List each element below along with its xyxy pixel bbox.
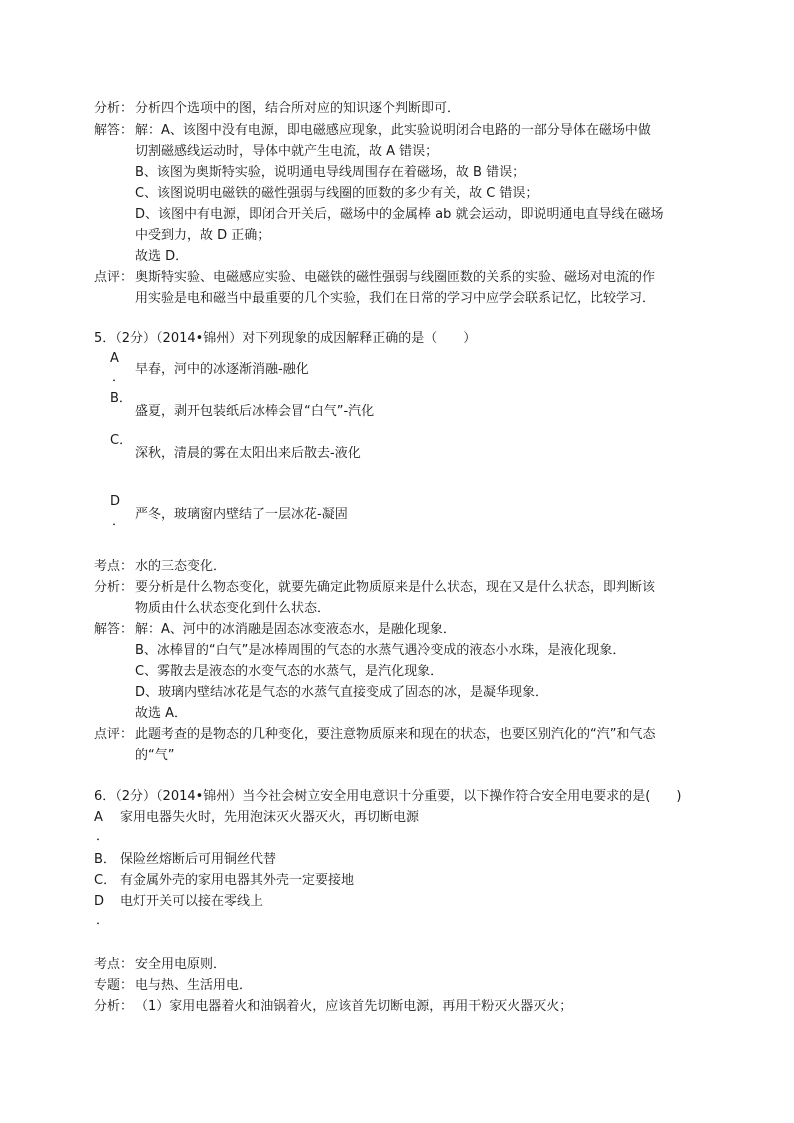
q5-solution-line: 解：A、河中的冰消融是固态冰变液态水，是融化现象． <box>135 622 456 637</box>
q6-option-c-text: 有金属外壳的家用电器其外壳一定要接地 <box>120 873 355 888</box>
solution-line: B、该图为奥斯特实验，说明通电导线周围存在着磁场，故 B 错误； <box>135 165 526 180</box>
q5-option-d-dot: ． <box>112 514 126 529</box>
q5-solution-label: 解答： <box>94 622 134 637</box>
q5-analysis-label: 分析： <box>94 580 134 595</box>
q5-option-d-text: 严冬，玻璃窗内壁结了一层冰花-凝固 <box>135 507 348 522</box>
q5-option-c-letter: C． <box>110 433 133 448</box>
q6-option-d-dot: ． <box>96 913 110 928</box>
q5-option-a-letter: A <box>110 351 119 366</box>
q6-option-c-letter: C． <box>94 873 117 888</box>
solution-line: D、该图中有电源，即闭合开关后，磁场中的金属棒 ab 就会运动，即说明通电直导线在磁场 <box>135 207 664 222</box>
solution-line: 切割磁感线运动时，导体中就产生电流，故 A 错误； <box>135 144 439 159</box>
q5-option-d-letter: D <box>110 494 121 509</box>
q5-option-a-text: 早春，河中的冰逐渐消融-融化 <box>135 362 309 377</box>
q6-option-b-letter: B． <box>94 852 116 867</box>
q5-analysis-line: 物质由什么状态变化到什么状态． <box>135 601 331 616</box>
solution-line: 故选 D． <box>135 249 189 264</box>
analysis-label: 分析： <box>94 101 134 116</box>
q6-analysis-line: （1）家用电器着火和油锅着火，应该首先切断电源，再用干粉灭火器灭火； <box>135 999 573 1014</box>
comment-line: 用实验是电和磁当中最重要的几个实验，我们在日常的学习中应学会联系记忆，比较学习． <box>135 291 656 306</box>
q5-solution-line: 故选 A． <box>135 706 188 721</box>
q5-comment-line: 的“气” <box>135 748 175 763</box>
q6-analysis-label: 分析： <box>94 999 134 1014</box>
q5-solution-line: B、冰棒冒的“白气”是冰棒周围的气态的水蒸气遇冷变成的液态小水珠，是液化现象． <box>135 643 626 658</box>
solution-line: C、该图说明电磁铁的磁性强弱与线圈的匝数的多少有关，故 C 错误； <box>135 186 539 201</box>
q5-option-a-dot: ． <box>112 370 126 385</box>
q6-option-d-text: 电灯开关可以接在零线上 <box>120 894 264 909</box>
q6-option-a-letter: A <box>94 810 103 825</box>
comment-label: 点评： <box>94 270 134 285</box>
q5-analysis-line: 要分析是什么物态变化，就要先确定此物质原来是什么状态，现在又是什么状态，即判断该 <box>135 580 656 595</box>
q5-option-b-text: 盛夏，剥开包装纸后冰棒会冒“白气”-汽化 <box>135 404 375 419</box>
question-5-stem: 5．（2分）（2014•锦州）对下列现象的成因解释正确的是（ ） <box>94 331 477 346</box>
q6-option-a-dot: ． <box>96 829 110 844</box>
solution-line: 中受到力，故 D 正确； <box>135 228 271 243</box>
comment-line: 奥斯特实验、电磁感应实验、电磁铁的磁性强弱与线圈匝数的关系的实验、磁场对电流的作 <box>135 270 656 285</box>
q6-topic-text: 电与热、生活用电． <box>135 978 253 993</box>
solution-label: 解答： <box>94 123 134 138</box>
q5-key-point-label: 考点： <box>94 559 134 574</box>
q6-option-a-text: 家用电器失火时，先用泡沫灭火器灭火，再切断电源 <box>120 810 420 825</box>
q5-comment-line: 此题考查的是物态的几种变化，要注意物质原来和现在的状态，也要区别汽化的“汽”和气态 <box>135 727 656 742</box>
solution-line: 解：A、该图中没有电源，即电磁感应现象，此实验说明闭合电路的一部分导体在磁场中做 <box>135 123 651 138</box>
q5-option-c-text: 深秋，清晨的雾在太阳出来后散去-液化 <box>135 446 361 461</box>
q5-solution-line: C、雾散去是液态的水变气态的水蒸气，是汽化现象． <box>135 664 444 679</box>
question-6-stem: 6．（2分）（2014•锦州）当今社会树立安全用电意识十分重要，以下操作符合安全用电要求的是( ) <box>94 789 682 804</box>
q6-option-b-text: 保险丝熔断后可用铜丝代替 <box>120 852 277 867</box>
q5-solution-line: D、玻璃内壁结冰花是气态的水蒸气直接变成了固态的冰，是凝华现象． <box>135 685 549 700</box>
q6-key-point-text: 安全用电原则． <box>135 957 227 972</box>
q6-topic-label: 专题： <box>94 978 134 993</box>
q5-key-point-text: 水的三态变化． <box>135 559 227 574</box>
q5-option-b-letter: B． <box>110 391 132 406</box>
q6-option-d-letter: D <box>94 894 105 909</box>
q6-key-point-label: 考点： <box>94 957 134 972</box>
q5-comment-label: 点评： <box>94 727 134 742</box>
analysis-text: 分析四个选项中的图，结合所对应的知识逐个判断即可． <box>135 101 461 116</box>
